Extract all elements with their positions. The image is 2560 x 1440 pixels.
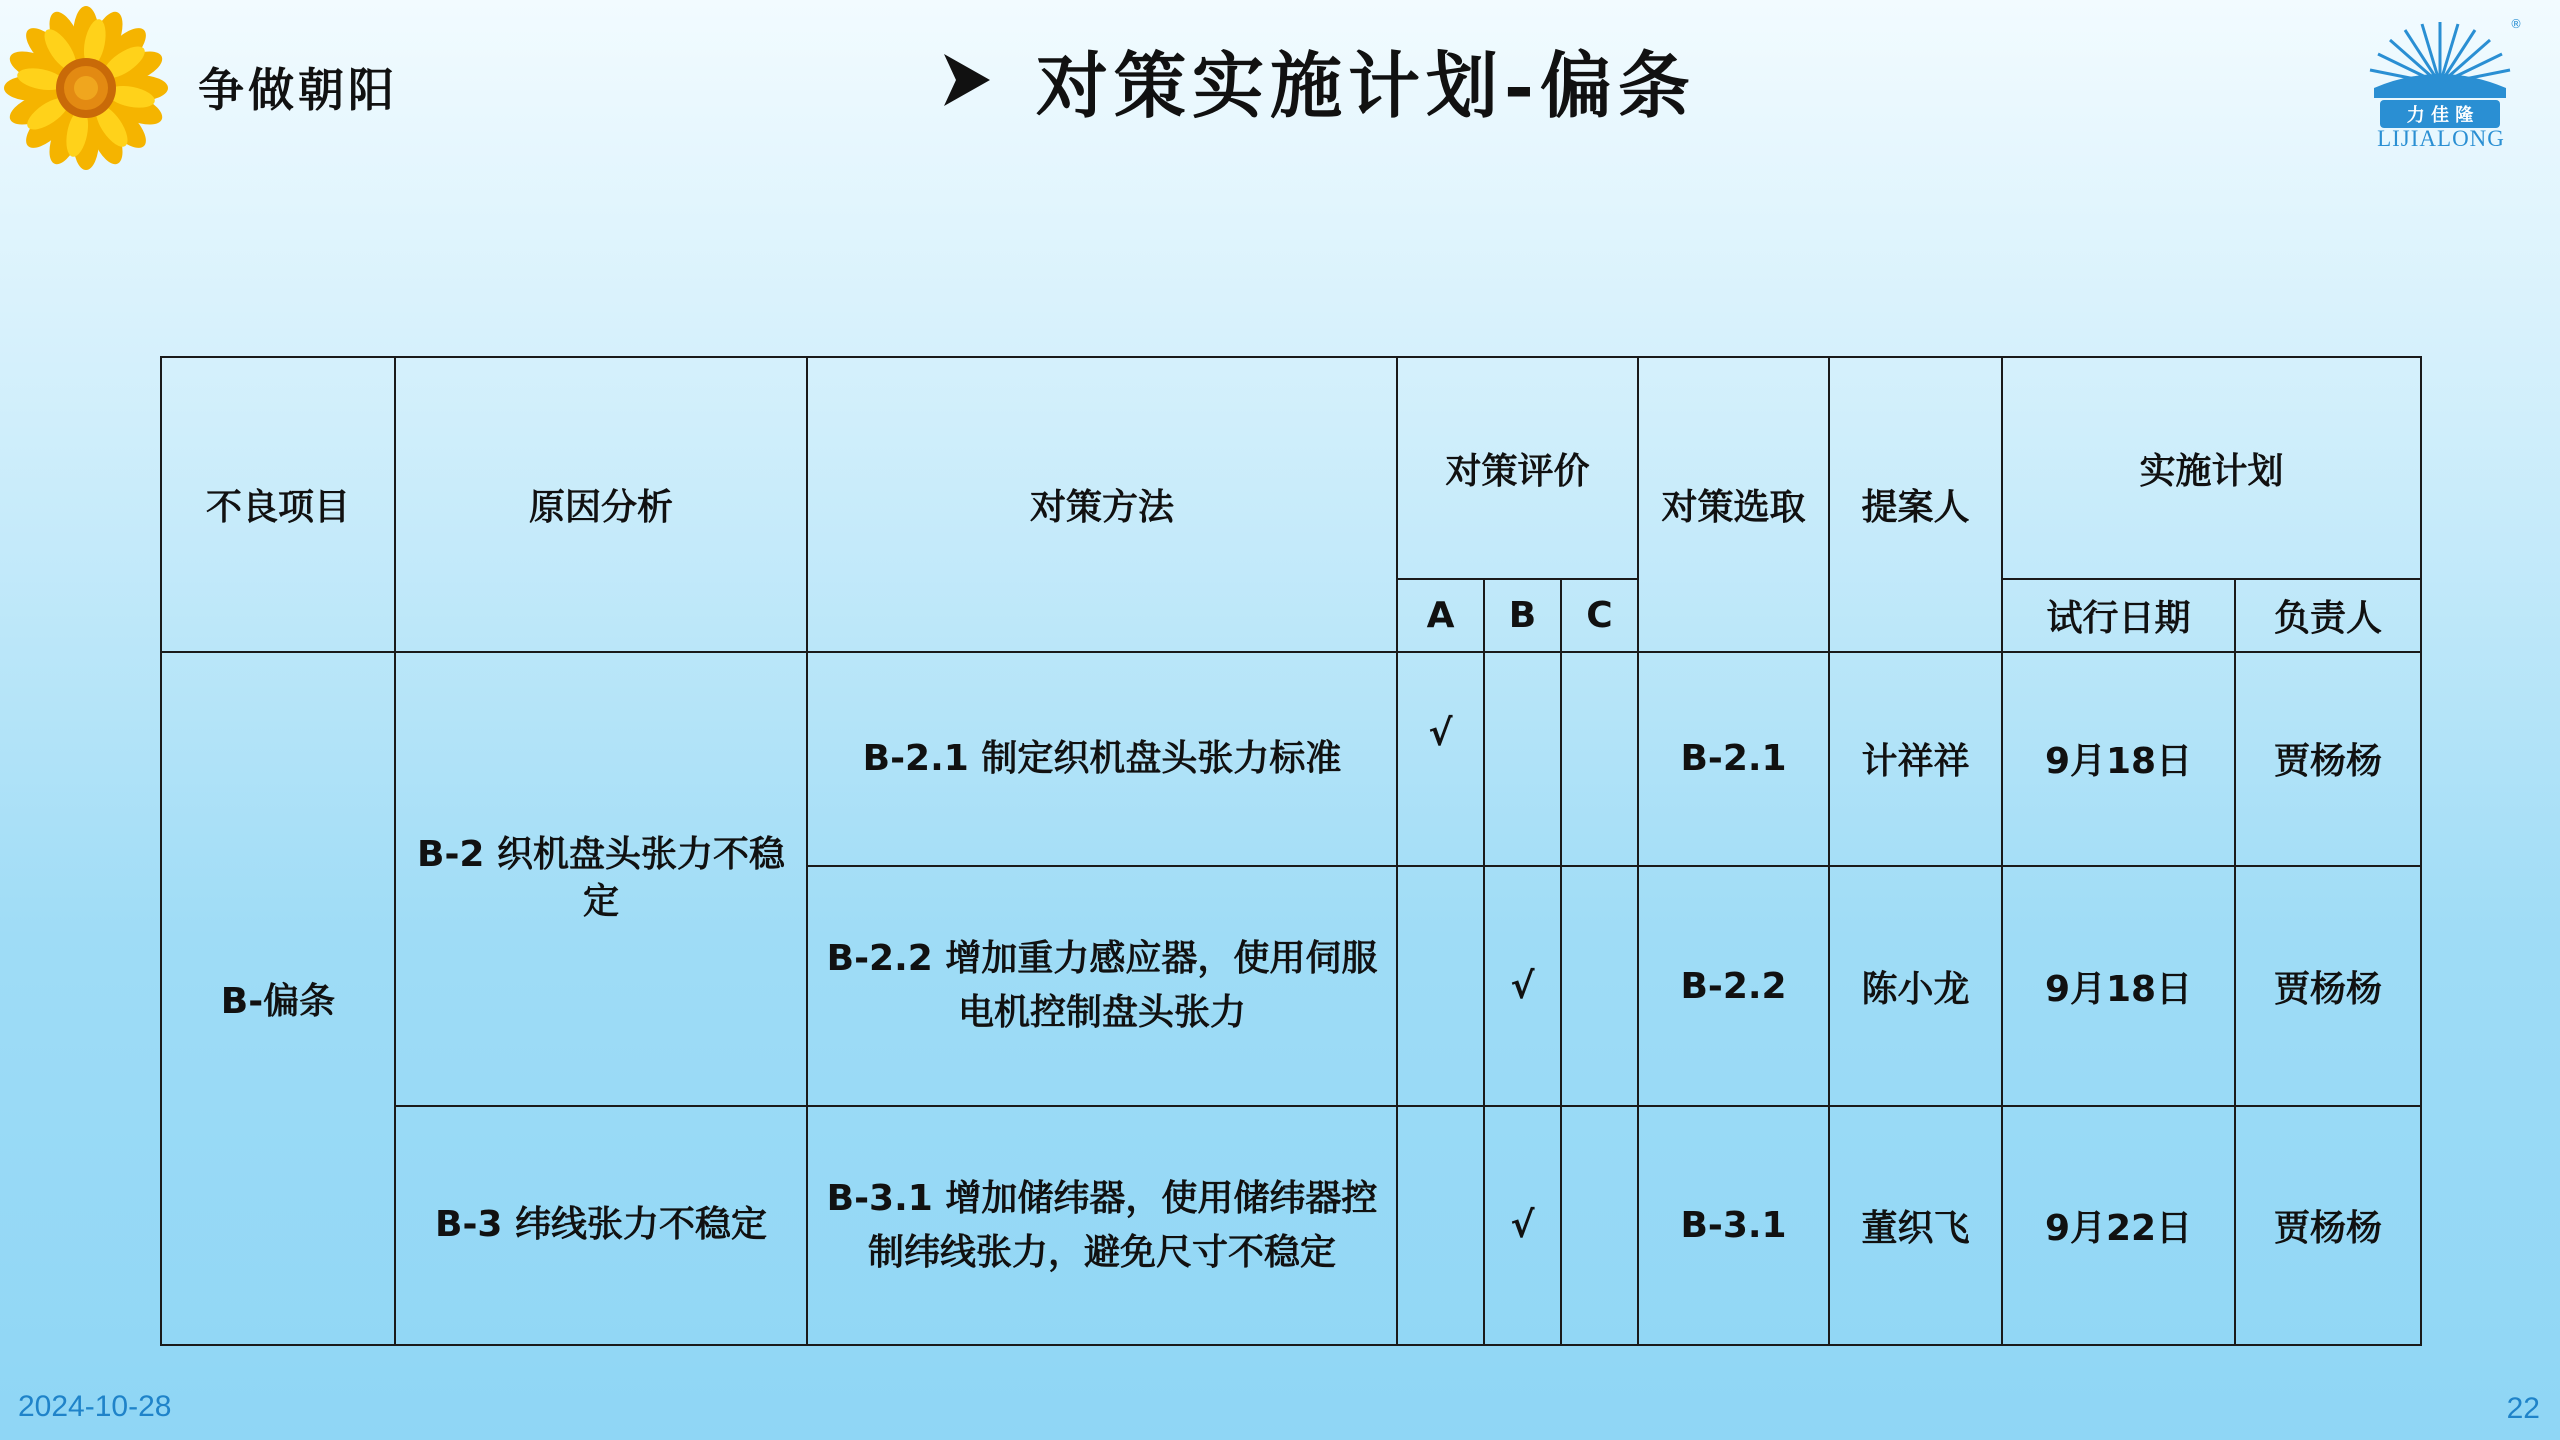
countermeasure-table: [160, 356, 2422, 1346]
header-selection: 对策选取: [1638, 357, 1829, 652]
method-cell: B-2.1 制定织机盘头张力标准: [807, 652, 1397, 866]
trial-date-cell: 9月18日: [2002, 652, 2235, 866]
header-plan: 实施计划: [2002, 357, 2421, 579]
method-cell: B-3.1 增加储纬器，使用储纬器控制纬线张力，避免尺寸不稳定: [807, 1106, 1397, 1345]
header-trial-date: 试行日期: [2002, 579, 2235, 651]
defect-item-cell: B-偏条: [161, 652, 395, 1345]
eval-c-cell: [1561, 1106, 1638, 1345]
proposer-cell: 陈小龙: [1829, 866, 2002, 1106]
eval-b-cell: √: [1484, 866, 1561, 1106]
trial-date-cell: 9月22日: [2002, 1106, 2235, 1345]
table-row: [161, 1106, 2421, 1345]
header-proposer: 提案人: [1829, 357, 2002, 652]
cause-cell: B-3 纬线张力不稳定: [395, 1106, 807, 1345]
owner-cell: 贾杨杨: [2235, 652, 2421, 866]
logo-en-text: LIJIALONG: [2377, 126, 2505, 151]
registered-mark: ®: [2510, 17, 2522, 31]
eval-a-cell: [1397, 1106, 1484, 1345]
proposer-cell: 计祥祥: [1829, 652, 2002, 866]
method-cell: B-2.2 增加重力感应器，使用伺服电机控制盘头张力: [807, 866, 1397, 1106]
eval-b-cell: [1484, 652, 1561, 866]
header-eval-a: A: [1397, 579, 1484, 651]
header-eval-b: B: [1484, 579, 1561, 651]
selection-cell: B-2.1: [1638, 652, 1829, 866]
slogan: 争做朝阳: [198, 63, 398, 117]
arrow-bullet-icon: [940, 50, 994, 110]
owner-cell: 贾杨杨: [2235, 866, 2421, 1106]
header-evaluation: 对策评价: [1397, 357, 1638, 579]
header-cause: 原因分析: [395, 357, 807, 652]
page-title-group: [940, 30, 1696, 130]
selection-cell: B-2.2: [1638, 866, 1829, 1106]
table-row: [161, 652, 2421, 866]
sunflower-icon: [6, 8, 166, 168]
eval-b-cell: √: [1484, 1106, 1561, 1345]
eval-a-cell: √: [1397, 652, 1484, 866]
footer-date: 2024-10-28: [18, 1390, 172, 1423]
proposer-cell: 董织飞: [1829, 1106, 2002, 1345]
header-item: 不良项目: [161, 357, 395, 652]
owner-cell: 贾杨杨: [2235, 1106, 2421, 1345]
page-title: 对策实施计划-偏条: [1036, 43, 1696, 128]
page-number: 22: [2506, 1392, 2540, 1425]
trial-date-cell: 9月18日: [2002, 866, 2235, 1106]
eval-c-cell: [1561, 866, 1638, 1106]
header-eval-c: C: [1561, 579, 1638, 651]
eval-c-cell: [1561, 652, 1638, 866]
header-method: 对策方法: [807, 357, 1397, 652]
logo-cn-text: 力 佳 隆: [2406, 105, 2474, 126]
header-owner: 负责人: [2235, 579, 2421, 651]
cause-cell: B-2 织机盘头张力不稳定: [395, 652, 807, 1107]
selection-cell: B-3.1: [1638, 1106, 1829, 1345]
eval-a-cell: [1397, 866, 1484, 1106]
